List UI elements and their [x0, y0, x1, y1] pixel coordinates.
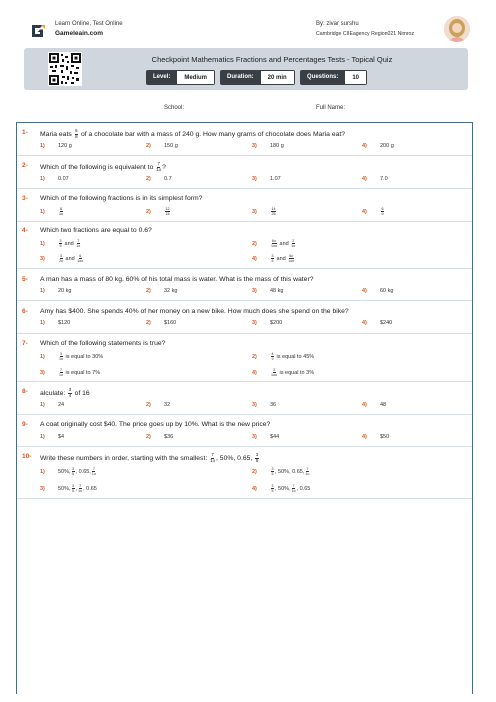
option-label: 1): [40, 288, 45, 294]
denominator: 5: [72, 472, 75, 476]
fraction: [92, 467, 96, 476]
option-text: 24: [58, 402, 65, 408]
q6-option-1[interactable]: [40, 320, 70, 326]
statement-text: is equal to 30%: [65, 353, 104, 360]
numerator: 6: [79, 254, 82, 258]
questions-label: Questions:: [300, 70, 345, 85]
order-part: , 0.65,: [75, 468, 91, 475]
option-label: 4): [362, 320, 367, 326]
option-text: [270, 239, 296, 248]
q10-option-2[interactable]: [252, 467, 310, 476]
q9-option-4[interactable]: [362, 434, 389, 440]
order-part: 50%,: [58, 468, 71, 475]
question-divider: [17, 155, 472, 156]
q7-option-3[interactable]: [40, 368, 100, 377]
fraction: [255, 453, 258, 464]
denominator: 1oo: [271, 373, 277, 377]
denominator: 5: [271, 259, 274, 263]
denominator: 1oo: [288, 259, 295, 263]
q4-option-3[interactable]: [40, 254, 84, 263]
fraction: [271, 254, 274, 263]
option-text: [58, 368, 100, 377]
q1-option-3[interactable]: [252, 143, 284, 149]
question-divider: [17, 414, 472, 415]
option-text: $50: [380, 434, 390, 440]
option-text: [270, 352, 314, 361]
question-divider: [17, 446, 472, 447]
numerator: 3: [273, 368, 275, 372]
option-text: $120: [58, 320, 71, 326]
denominator: 8: [75, 133, 78, 139]
q5-option-2[interactable]: [146, 288, 177, 294]
author-school: Cambridge CIIEagency Region021 Nimroz: [316, 31, 415, 37]
school-field-label[interactable]: School:: [164, 105, 185, 111]
question-text-part: Write these numbers in order, starting with the smallest:: [40, 455, 208, 463]
level-pill: [146, 70, 215, 85]
option-label: 2): [146, 143, 151, 149]
option-label: 4): [362, 434, 367, 440]
duration-value: 20 min: [261, 70, 295, 85]
order-part: , 50%,: [275, 485, 291, 492]
option-text: $36: [164, 434, 174, 440]
q4-option-2[interactable]: [252, 239, 296, 248]
numerator: 7: [157, 161, 160, 166]
fraction: [271, 467, 274, 476]
option-label: 3): [252, 143, 257, 149]
questions-pill: [300, 70, 367, 85]
option-text: $160: [164, 320, 177, 326]
option-label: 2): [146, 208, 151, 215]
numerator: 7: [60, 368, 62, 372]
order-part: ,: [75, 485, 78, 492]
option-label: 1): [40, 320, 45, 326]
denominator: 25: [271, 212, 276, 216]
option-text: $44: [270, 434, 280, 440]
denominator: 5: [59, 244, 62, 248]
option-label: 4): [362, 402, 367, 408]
q5-option-4[interactable]: [362, 288, 393, 294]
option-text: [58, 254, 84, 263]
option-label: 3): [40, 255, 45, 262]
q2-option-4[interactable]: [362, 176, 388, 182]
numerator: 3: [255, 452, 259, 457]
question-text-part: ?: [162, 164, 166, 172]
question-number: 4-: [22, 227, 28, 234]
option-label: 4): [362, 208, 367, 215]
option-label: 4): [362, 176, 367, 182]
numerator: 2: [292, 239, 295, 243]
option-text: 20 kg: [58, 288, 72, 294]
option-text: 48 kg: [270, 288, 284, 294]
question-text: Amy has $400. She spends 40% of her money on a new bike. How much does she spend on the bike?: [40, 308, 349, 315]
numerator: 7: [79, 484, 82, 488]
numerator: 5: [75, 128, 78, 133]
denominator: 1o: [59, 357, 63, 361]
fraction: [292, 484, 296, 493]
level-value: Medium: [177, 70, 215, 85]
option-label: 1): [40, 468, 45, 475]
fraction: [271, 484, 274, 493]
question-text: [40, 453, 260, 464]
option-text: [270, 484, 310, 493]
avatar-icon: [444, 16, 470, 42]
option-text: 150 g: [164, 143, 178, 149]
question-divider: [17, 300, 472, 301]
q1-option-2[interactable]: [146, 143, 178, 149]
option-text: [58, 484, 97, 493]
fraction: [59, 207, 63, 216]
question-number: 5-: [22, 276, 28, 283]
option-label: 4): [362, 143, 367, 149]
option-text: 32: [164, 402, 171, 408]
option-text: 200 g: [380, 143, 394, 149]
q2-option-2[interactable]: [146, 176, 172, 182]
question-text-part: Which of the following is equivalent to: [40, 164, 154, 172]
denominator: 1oo: [77, 259, 84, 263]
option-text: 0.7: [164, 176, 172, 182]
question-divider: [17, 268, 472, 269]
numerator: 3: [60, 352, 62, 356]
denominator: 1o: [78, 489, 83, 493]
order-part: , 50%, 0.65,: [275, 468, 305, 475]
question-text-part: Maria eats: [40, 131, 72, 139]
conjunction: and: [276, 255, 286, 262]
question-number: 6-: [22, 308, 28, 315]
denominator: 9: [381, 212, 384, 216]
option-label: 2): [252, 240, 257, 247]
question-divider: [17, 381, 472, 382]
denominator: 1o: [305, 472, 310, 476]
option-label: 3): [252, 402, 257, 408]
q6-option-4[interactable]: [362, 320, 392, 326]
fraction: [75, 129, 78, 140]
question-text-part: of a chocolate bar with a mass of 240 g. How many grams of chocolate does Maria eat?: [80, 131, 346, 139]
fraction: [381, 207, 384, 216]
fraction: [59, 239, 62, 248]
denominator: 1o: [156, 166, 162, 172]
option-label: 2): [146, 434, 151, 440]
option-text: [270, 467, 310, 476]
option-label: 3): [40, 369, 45, 376]
option-label: 3): [252, 288, 257, 294]
option-text: 32 kg: [164, 288, 178, 294]
question-number: 2-: [22, 162, 28, 169]
fraction: [72, 484, 75, 493]
question-text: [40, 162, 166, 173]
denominator: 1o: [91, 472, 96, 476]
numerator: 12: [165, 207, 170, 211]
q7-option-4[interactable]: [252, 368, 314, 377]
question-divider: [17, 221, 472, 222]
option-label: 2): [146, 288, 151, 294]
q7-option-1[interactable]: [40, 352, 103, 361]
option-text: $240: [380, 320, 393, 326]
option-label: 1): [40, 434, 45, 440]
avatar: [444, 16, 470, 42]
fraction: [68, 388, 71, 399]
question-number: 1-: [22, 129, 28, 136]
denominator: 1o: [291, 489, 296, 493]
fraction: [165, 207, 170, 216]
numerator: 7: [306, 467, 309, 471]
option-label: 1): [40, 208, 45, 215]
question-number: 9-: [22, 421, 28, 428]
option-label: 3): [252, 176, 257, 182]
question-divider: [17, 333, 472, 334]
site-name[interactable]: Gameleain.com: [55, 30, 104, 37]
option-text: 36: [270, 402, 277, 408]
denominator: 2o: [59, 259, 63, 263]
option-text: $4: [58, 434, 65, 440]
option-label: 4): [362, 288, 367, 294]
question-text: [40, 388, 90, 399]
q9-option-3[interactable]: [252, 434, 279, 440]
author-line: By: zivar surshu: [316, 21, 359, 27]
option-label: 3): [252, 434, 257, 440]
option-text: [58, 352, 103, 361]
option-text: 60 kg: [380, 288, 394, 294]
denominator: 1oo: [271, 244, 277, 248]
numerator: 3: [271, 254, 274, 258]
full-name-field-label[interactable]: Full Name:: [316, 105, 346, 111]
statement-text: is equal to 3%: [279, 369, 315, 376]
denominator: 4: [68, 392, 72, 398]
question-text: A coat originally cost $40. The price goes up by 10%. What is the new price?: [40, 421, 271, 428]
denominator: 1o: [291, 244, 296, 248]
q8-option-4[interactable]: [362, 402, 386, 408]
fraction: [59, 254, 63, 263]
q10-option-1[interactable]: [40, 467, 97, 476]
fraction: [156, 162, 161, 173]
option-label: 1): [40, 402, 45, 408]
q4-option-1[interactable]: [40, 239, 81, 248]
option-label: 4): [252, 369, 257, 376]
option-label: 1): [40, 353, 45, 360]
option-text: [58, 467, 97, 476]
option-text: $200: [270, 320, 283, 326]
questions-value: 10: [345, 70, 367, 85]
q2-option-3[interactable]: [252, 176, 281, 182]
numerator: 3: [59, 239, 62, 243]
gameleain-logo-icon: [30, 24, 46, 38]
question-divider: [17, 188, 472, 189]
question-text: Which of the following fractions is in its simplest form?: [40, 195, 203, 202]
conjunction: and: [279, 240, 289, 247]
option-label: 1): [40, 176, 45, 182]
numerator: 14: [271, 207, 276, 211]
q8-option-1[interactable]: [40, 402, 64, 408]
denominator: 5: [271, 489, 274, 493]
quiz-title: Checkpoint Mathematics Fractions and Percentages Tests - Topical Quiz: [151, 55, 393, 64]
q2-option-1[interactable]: [40, 176, 69, 182]
numerator: 3: [271, 467, 274, 471]
q10-option-3[interactable]: [40, 484, 97, 493]
option-text: [270, 368, 314, 377]
fraction: [59, 368, 63, 377]
option-label: 3): [252, 320, 257, 326]
q3-option-4[interactable]: [362, 207, 385, 216]
denominator: 5: [271, 472, 274, 476]
option-label: 2): [252, 468, 257, 475]
numerator: 6: [381, 207, 384, 211]
fraction: [271, 352, 274, 361]
q8-option-2[interactable]: [146, 402, 170, 408]
conjunction: and: [65, 255, 75, 262]
fraction: [76, 239, 80, 248]
question-text: Which of the following statements is true?: [40, 340, 166, 347]
q9-option-2[interactable]: [146, 434, 173, 440]
option-text: 0.07: [58, 176, 69, 182]
option-text: 7.0: [380, 176, 388, 182]
fraction: [77, 254, 83, 263]
denominator: 5: [72, 489, 75, 493]
question-number: 3-: [22, 195, 28, 202]
question-text-part: alculate:: [40, 390, 66, 398]
numerator: 7: [92, 467, 95, 471]
option-label: 4): [252, 255, 257, 262]
fraction: [59, 352, 63, 361]
question-text: A man has a mass of 80 kg. 60% of his total mass is water. What is the mass of this water?: [40, 276, 314, 283]
question-divider: [17, 498, 472, 499]
option-label: 3): [40, 485, 45, 492]
q3-option-1[interactable]: [40, 207, 64, 216]
numerator: 3: [72, 484, 75, 488]
numerator: 8: [60, 207, 62, 211]
q3-option-2[interactable]: [146, 207, 171, 216]
statement-text: is equal to 45%: [276, 353, 315, 360]
numerator: 7: [211, 452, 214, 457]
frame-border-left: [16, 122, 17, 694]
fraction: [271, 368, 277, 377]
frame-border-right: [472, 122, 473, 694]
q5-option-3[interactable]: [252, 288, 283, 294]
option-text: [270, 254, 295, 263]
fraction: [75, 484, 83, 493]
fraction: [72, 467, 75, 476]
option-label: 4): [252, 485, 257, 492]
numerator: 3: [68, 387, 72, 392]
frame-border-top: [16, 122, 472, 123]
question-number: 10-: [22, 453, 32, 460]
question-text-part: , 50%, 0.65,: [216, 455, 253, 463]
duration-pill: [220, 70, 295, 85]
level-label: Level:: [146, 70, 177, 85]
option-text: [58, 239, 81, 248]
option-text: 1.07: [270, 176, 281, 182]
denominator: 15: [165, 212, 170, 216]
question-number: 8-: [22, 388, 28, 395]
numerator: 3: [72, 467, 75, 471]
q4-option-4[interactable]: [252, 254, 295, 263]
question-number: 7-: [22, 340, 28, 347]
numerator: 3: [60, 254, 62, 258]
option-label: 3): [252, 208, 257, 215]
q1-option-1[interactable]: [40, 143, 72, 149]
option-label: 2): [146, 176, 151, 182]
numerator: 7: [77, 239, 80, 243]
fraction: [271, 207, 276, 216]
option-label: 2): [252, 353, 257, 360]
question-text: [40, 129, 345, 140]
option-text: 180 g: [270, 143, 284, 149]
q10-option-4[interactable]: [252, 484, 310, 493]
statement-text: is equal to 7%: [65, 369, 101, 376]
option-label: 2): [146, 320, 151, 326]
fraction: [305, 467, 309, 476]
option-text: 48: [380, 402, 387, 408]
qr-code-icon[interactable]: [48, 52, 82, 86]
denominator: 1o: [210, 457, 216, 463]
denominator: 9: [271, 357, 274, 361]
question-text: Which two fractions are equal to 0.6?: [40, 227, 152, 234]
q1-option-4[interactable]: [362, 143, 394, 149]
q6-option-2[interactable]: [146, 320, 176, 326]
q3-option-3[interactable]: [252, 207, 277, 216]
fraction: [288, 254, 294, 263]
numerator: 6o: [272, 239, 276, 243]
page-header: [0, 0, 496, 48]
denominator: 1o: [76, 244, 81, 248]
q8-option-3[interactable]: [252, 402, 276, 408]
conjunction: and: [64, 240, 74, 247]
q7-option-2[interactable]: [252, 352, 314, 361]
order-part: 50%,: [58, 485, 71, 492]
option-label: 1): [40, 240, 45, 247]
q9-option-1[interactable]: [40, 434, 64, 440]
numerator: 6o: [289, 254, 294, 258]
option-text: 120 g: [58, 143, 72, 149]
order-part: , 0.65: [296, 485, 311, 492]
option-label: 1): [40, 143, 45, 149]
denominator: 5: [255, 457, 259, 463]
denominator: 1o: [59, 373, 63, 377]
q6-option-3[interactable]: [252, 320, 282, 326]
numerator: 4: [271, 352, 274, 356]
option-label: 2): [146, 402, 151, 408]
fraction: [291, 239, 295, 248]
numerator: 3: [271, 484, 274, 488]
order-part: , 0.65: [83, 485, 97, 492]
fraction: [271, 239, 277, 248]
numerator: 7: [292, 484, 295, 488]
question-text-part: of 16: [74, 390, 90, 398]
duration-label: Duration:: [220, 70, 261, 85]
fraction: [210, 453, 215, 464]
denominator: 1o: [59, 212, 63, 216]
site-tagline: Learn Online, Test Online: [55, 21, 123, 27]
q5-option-1[interactable]: [40, 288, 71, 294]
